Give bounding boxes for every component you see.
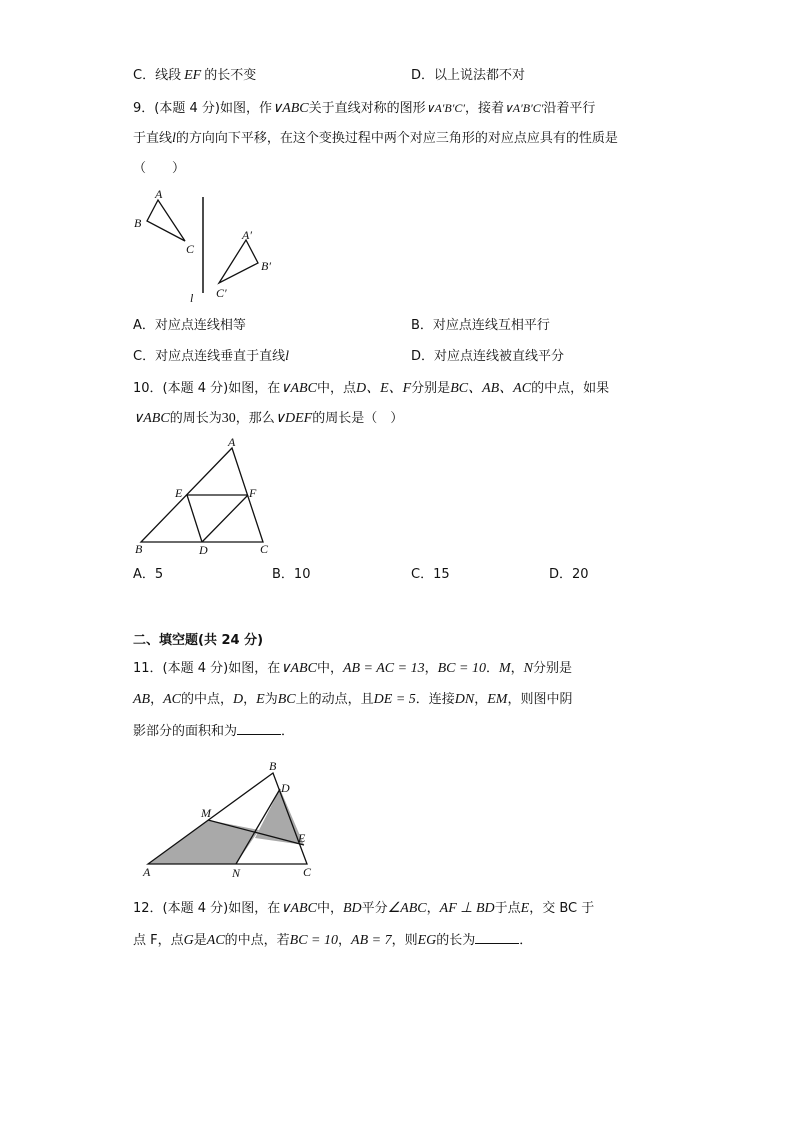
- q9-figure: [130, 185, 290, 305]
- q9-label-b1: B′: [261, 259, 271, 273]
- q10-label-e: E: [175, 486, 183, 500]
- q10-label-f: F: [249, 486, 257, 500]
- q8-option-d: D．以上说法都不对: [411, 68, 526, 83]
- q9-question-line1: 9．(本题 4 分)如图，作∨ABC关于直线对称的图形∨A′B′C′，接着∨A′B′C′沿着平行: [133, 101, 596, 116]
- q10-label-d: D: [199, 543, 208, 557]
- q9-label-c1: C′: [216, 286, 227, 300]
- q11-question-line3: 影部分的面积和为 ．: [133, 724, 295, 739]
- q11-label-n: N: [232, 866, 241, 880]
- q11-label-e: E: [298, 831, 306, 845]
- q11-label-a: A: [143, 865, 151, 879]
- q9-label-a1: A′: [242, 228, 252, 242]
- q10-segment-df: [202, 495, 248, 542]
- q11-question-line1: 11．(本题 4 分)如图，在∨ABC中，AB = AC = 13，BC = 10．M，N分别是: [133, 661, 573, 676]
- q10-option-a: A．5: [133, 567, 164, 582]
- q11-figure: [140, 758, 320, 883]
- q11-question-line2: AB，AC的中点，D，E为BC上的动点，且DE = 5．连接DN，EM，则图中阴: [133, 692, 573, 707]
- q9-option-c: C．对应点连线垂直于直线l: [133, 349, 289, 364]
- q10-question-line1: 10．(本题 4 分)如图，在∨ABC中，点D、E、F分别是BC、AB、AC的中点，如果: [133, 381, 610, 396]
- q9-option-b: B．对应点连线互相平行: [411, 318, 550, 333]
- q9-answer-bracket: （ ）: [133, 161, 186, 176]
- q10-option-d: D．20: [549, 567, 589, 582]
- q9-label-l: l: [190, 291, 194, 305]
- q11-label-b: B: [269, 759, 277, 773]
- q9-option-a: A．对应点连线相等: [133, 318, 246, 333]
- q11-label-d: D: [281, 781, 290, 795]
- q9-question-line2: 于直线l的方向向下平移，在这个变换过程中两个对应三角形的对应点应具有的性质是: [133, 131, 618, 146]
- q11-answer-blank[interactable]: [237, 722, 281, 735]
- q11-label-c: C: [303, 865, 312, 879]
- q12-answer-blank[interactable]: [475, 931, 519, 944]
- q9-label-c: C: [186, 242, 195, 256]
- q11-label-m: M: [201, 806, 211, 820]
- q10-question-line2: ∨ABC的周长为30，那么∨DEF的周长是（ ）: [133, 411, 404, 426]
- q9-label-b: B: [134, 216, 142, 230]
- q9-triangle-abc: [147, 200, 185, 241]
- q8-option-c: C．线段 EF 的长不变: [133, 68, 257, 83]
- q10-label-a: A: [228, 435, 236, 449]
- q12-question-line1: 12．(本题 4 分)如图，在∨ABC中，BD平分∠ABC，AF ⊥ BD于点E，交 BC 于: [133, 901, 595, 916]
- q10-option-c: C．15: [411, 567, 450, 582]
- q10-label-c: C: [260, 542, 269, 556]
- q9-label-a: A: [155, 187, 163, 201]
- q9-triangle-a1b1c1: [219, 240, 258, 283]
- section-title-fill-in: 二、填空题(共 24 分): [133, 633, 264, 648]
- q10-option-b: B．10: [272, 567, 311, 582]
- q10-figure: [130, 435, 280, 560]
- q11-shaded-region-left: [148, 820, 259, 864]
- q9-option-d: D．对应点连线被直线平分: [411, 349, 565, 364]
- q10-segment-ed: [187, 495, 202, 542]
- q10-label-b: B: [135, 542, 143, 556]
- q12-question-line2: 点 F，点G是AC的中点，若BC = 10，AB = 7，则EG的长为 ．: [133, 933, 533, 948]
